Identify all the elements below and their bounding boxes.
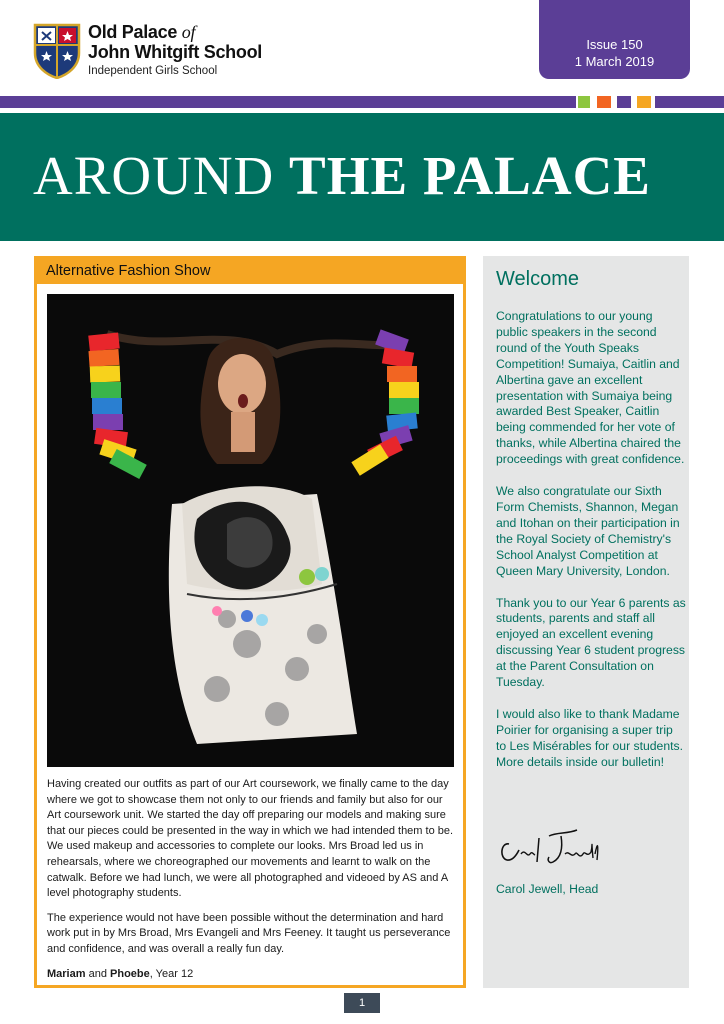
school-name-line1: Old Palace xyxy=(88,22,178,42)
welcome-paragraph: We also congratulate our Sixth Form Chemists, Shannon, Megan and Itohan on their participation in the Royal Society of Chemistry's School Analyst Competition at Queen Mary University, London. xyxy=(496,484,680,578)
issue-badge xyxy=(539,0,690,79)
school-crest-logo xyxy=(33,23,81,79)
welcome-signoff: Carol Jewell, Head xyxy=(496,882,599,896)
welcome-paragraph: I would also like to thank Madame Poirier for organising a super trip to Les Misérables for our students. More details inside our bulletin! xyxy=(496,706,683,769)
school-name xyxy=(88,22,262,78)
accent-gap xyxy=(651,96,655,108)
article-paragraph: Having created our outfits as part of our Art coursework, we finally came to the day where we got to showcase them not only to our friends and family but also for our Art coursework unit. We started the day off preparing our models and making sure that our pieces could be presented in the way in which we had intended them to be. We used makeup and accessories to complete our looks. Mrs Broad led us in rehearsals, where we choreographed our movements and learnt to walk on the catwalk. Before we had lunch, we were all photographed and videoed by AS and A level photography students. xyxy=(47,778,454,900)
accent-square-purple xyxy=(617,96,631,108)
title-light: AROUND xyxy=(33,145,275,206)
byline-name2: Phoebe xyxy=(110,967,150,980)
article-byline xyxy=(47,967,459,982)
accent-square-orange xyxy=(597,96,611,108)
fashion-show-article xyxy=(34,256,466,988)
model-illustration xyxy=(47,294,454,767)
article-heading: Alternative Fashion Show xyxy=(37,259,463,284)
byline-and: and xyxy=(88,967,107,980)
issue-number: Issue 150 xyxy=(586,37,643,52)
byline-year: , Year 12 xyxy=(149,967,194,980)
welcome-paragraph: Thank you to our Year 6 parents as students, parents and staff all enjoyed an excellent evening discussing Year 6 student progress at the Parent Consultation on Tuesday. xyxy=(496,595,686,690)
handwritten-signature xyxy=(497,824,607,874)
article-body xyxy=(47,777,459,982)
welcome-title: Welcome xyxy=(496,268,579,290)
welcome-body xyxy=(496,309,686,787)
fashion-show-photo xyxy=(47,294,454,767)
accent-gap xyxy=(590,96,597,108)
school-subtitle: Independent Girls School xyxy=(88,65,218,77)
accent-square-yellow xyxy=(637,96,651,108)
article-paragraph: The experience would not have been possible without the determination and hard work put in by Mrs Broad, Mrs Evangeli and Mrs Feeney. It taught us perseverance and confidence, and was overall a really fun day. xyxy=(47,911,451,955)
title-bold: THE PALACE xyxy=(289,145,651,206)
accent-square-green xyxy=(578,96,590,108)
newsletter-title xyxy=(33,143,651,209)
welcome-paragraph: Congratulations to our young public speakers in the second round of the Youth Speaks Competition! Sumaiya, Caitlin and Albertina gave an excellent presentation with Sumaiya being awarded Best Speaker, Caitlin being commended for her vote of thanks, while Albertina chaired the proceedings with great confidence. xyxy=(496,309,685,467)
school-name-line2: John Whitgift School xyxy=(88,42,262,62)
issue-date: 1 March 2019 xyxy=(574,54,655,69)
byline-name1: Mariam xyxy=(47,967,86,980)
welcome-panel xyxy=(483,256,689,988)
school-name-of: of xyxy=(181,22,196,42)
page-number: 1 xyxy=(344,993,380,1013)
masthead xyxy=(0,0,724,96)
